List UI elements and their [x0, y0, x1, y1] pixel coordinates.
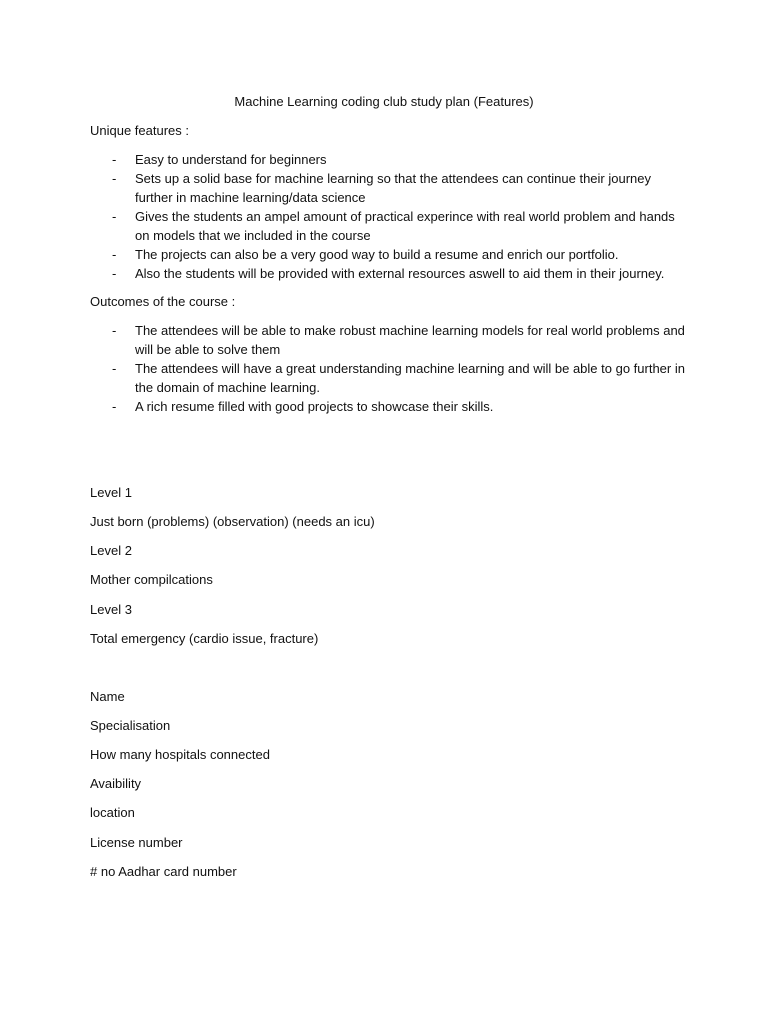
list-item-text: A rich resume filled with good projects to showcase their skills.: [135, 399, 494, 414]
field-availability: Avaibility: [90, 776, 142, 791]
list-item: [90, 207, 690, 245]
list-item-text: Also the students will be provided with external resources aswell to aid them in their journey.: [135, 266, 665, 281]
field-aadhar-note: # no Aadhar card number: [90, 864, 237, 879]
list-item-text: Gives the students an ampel amount of practical experince with real world problem and hands on models that we included in the course: [135, 209, 675, 243]
list-item-text: The attendees will be able to make robust machine learning models for real world problems and will be able to solve them: [135, 323, 685, 357]
outcomes-list: [90, 321, 690, 416]
bullet-marker: -: [112, 152, 117, 167]
level-2-heading: Level 2: [90, 543, 132, 558]
list-item-text: Sets up a solid base for machine learning so that the attendees can continue their journey further in machine learning/data science: [135, 171, 651, 205]
bullet-marker: -: [112, 266, 117, 281]
list-item: [90, 321, 690, 359]
bullet-marker: -: [112, 171, 117, 186]
list-item-text: Easy to understand for beginners: [135, 152, 327, 167]
outcomes-heading: Outcomes of the course :: [90, 294, 236, 309]
unique-features-heading: Unique features :: [90, 123, 190, 138]
bullet-marker: -: [112, 209, 117, 224]
bullet-marker: -: [112, 323, 117, 338]
level-1-heading: Level 1: [90, 485, 132, 500]
list-item: [90, 264, 690, 283]
list-item: [90, 359, 690, 397]
list-item-text: The attendees will have a great understanding machine learning and will be able to go further in the domain of machine learning.: [135, 361, 685, 395]
level-3-heading: Level 3: [90, 602, 132, 617]
list-item-text: The projects can also be a very good way to build a resume and enrich our portfolio.: [135, 247, 619, 262]
field-hospitals-connected: How many hospitals connected: [90, 747, 270, 762]
bullet-marker: -: [112, 361, 117, 376]
field-name: Name: [90, 689, 125, 704]
bullet-marker: -: [112, 247, 117, 262]
bullet-marker: -: [112, 399, 117, 414]
level-1-description: Just born (problems) (observation) (needs an icu): [90, 514, 375, 529]
unique-features-list: [90, 150, 690, 283]
field-location: location: [90, 805, 135, 820]
field-license-number: License number: [90, 835, 183, 850]
list-item: [90, 397, 690, 416]
document-title: Machine Learning coding club study plan (Features): [234, 94, 534, 109]
field-specialisation: Specialisation: [90, 718, 171, 733]
list-item: [90, 150, 690, 169]
list-item: [90, 169, 690, 207]
list-item: [90, 245, 690, 264]
level-2-description: Mother compilcations: [90, 572, 213, 587]
level-3-description: Total emergency (cardio issue, fracture): [90, 631, 319, 646]
